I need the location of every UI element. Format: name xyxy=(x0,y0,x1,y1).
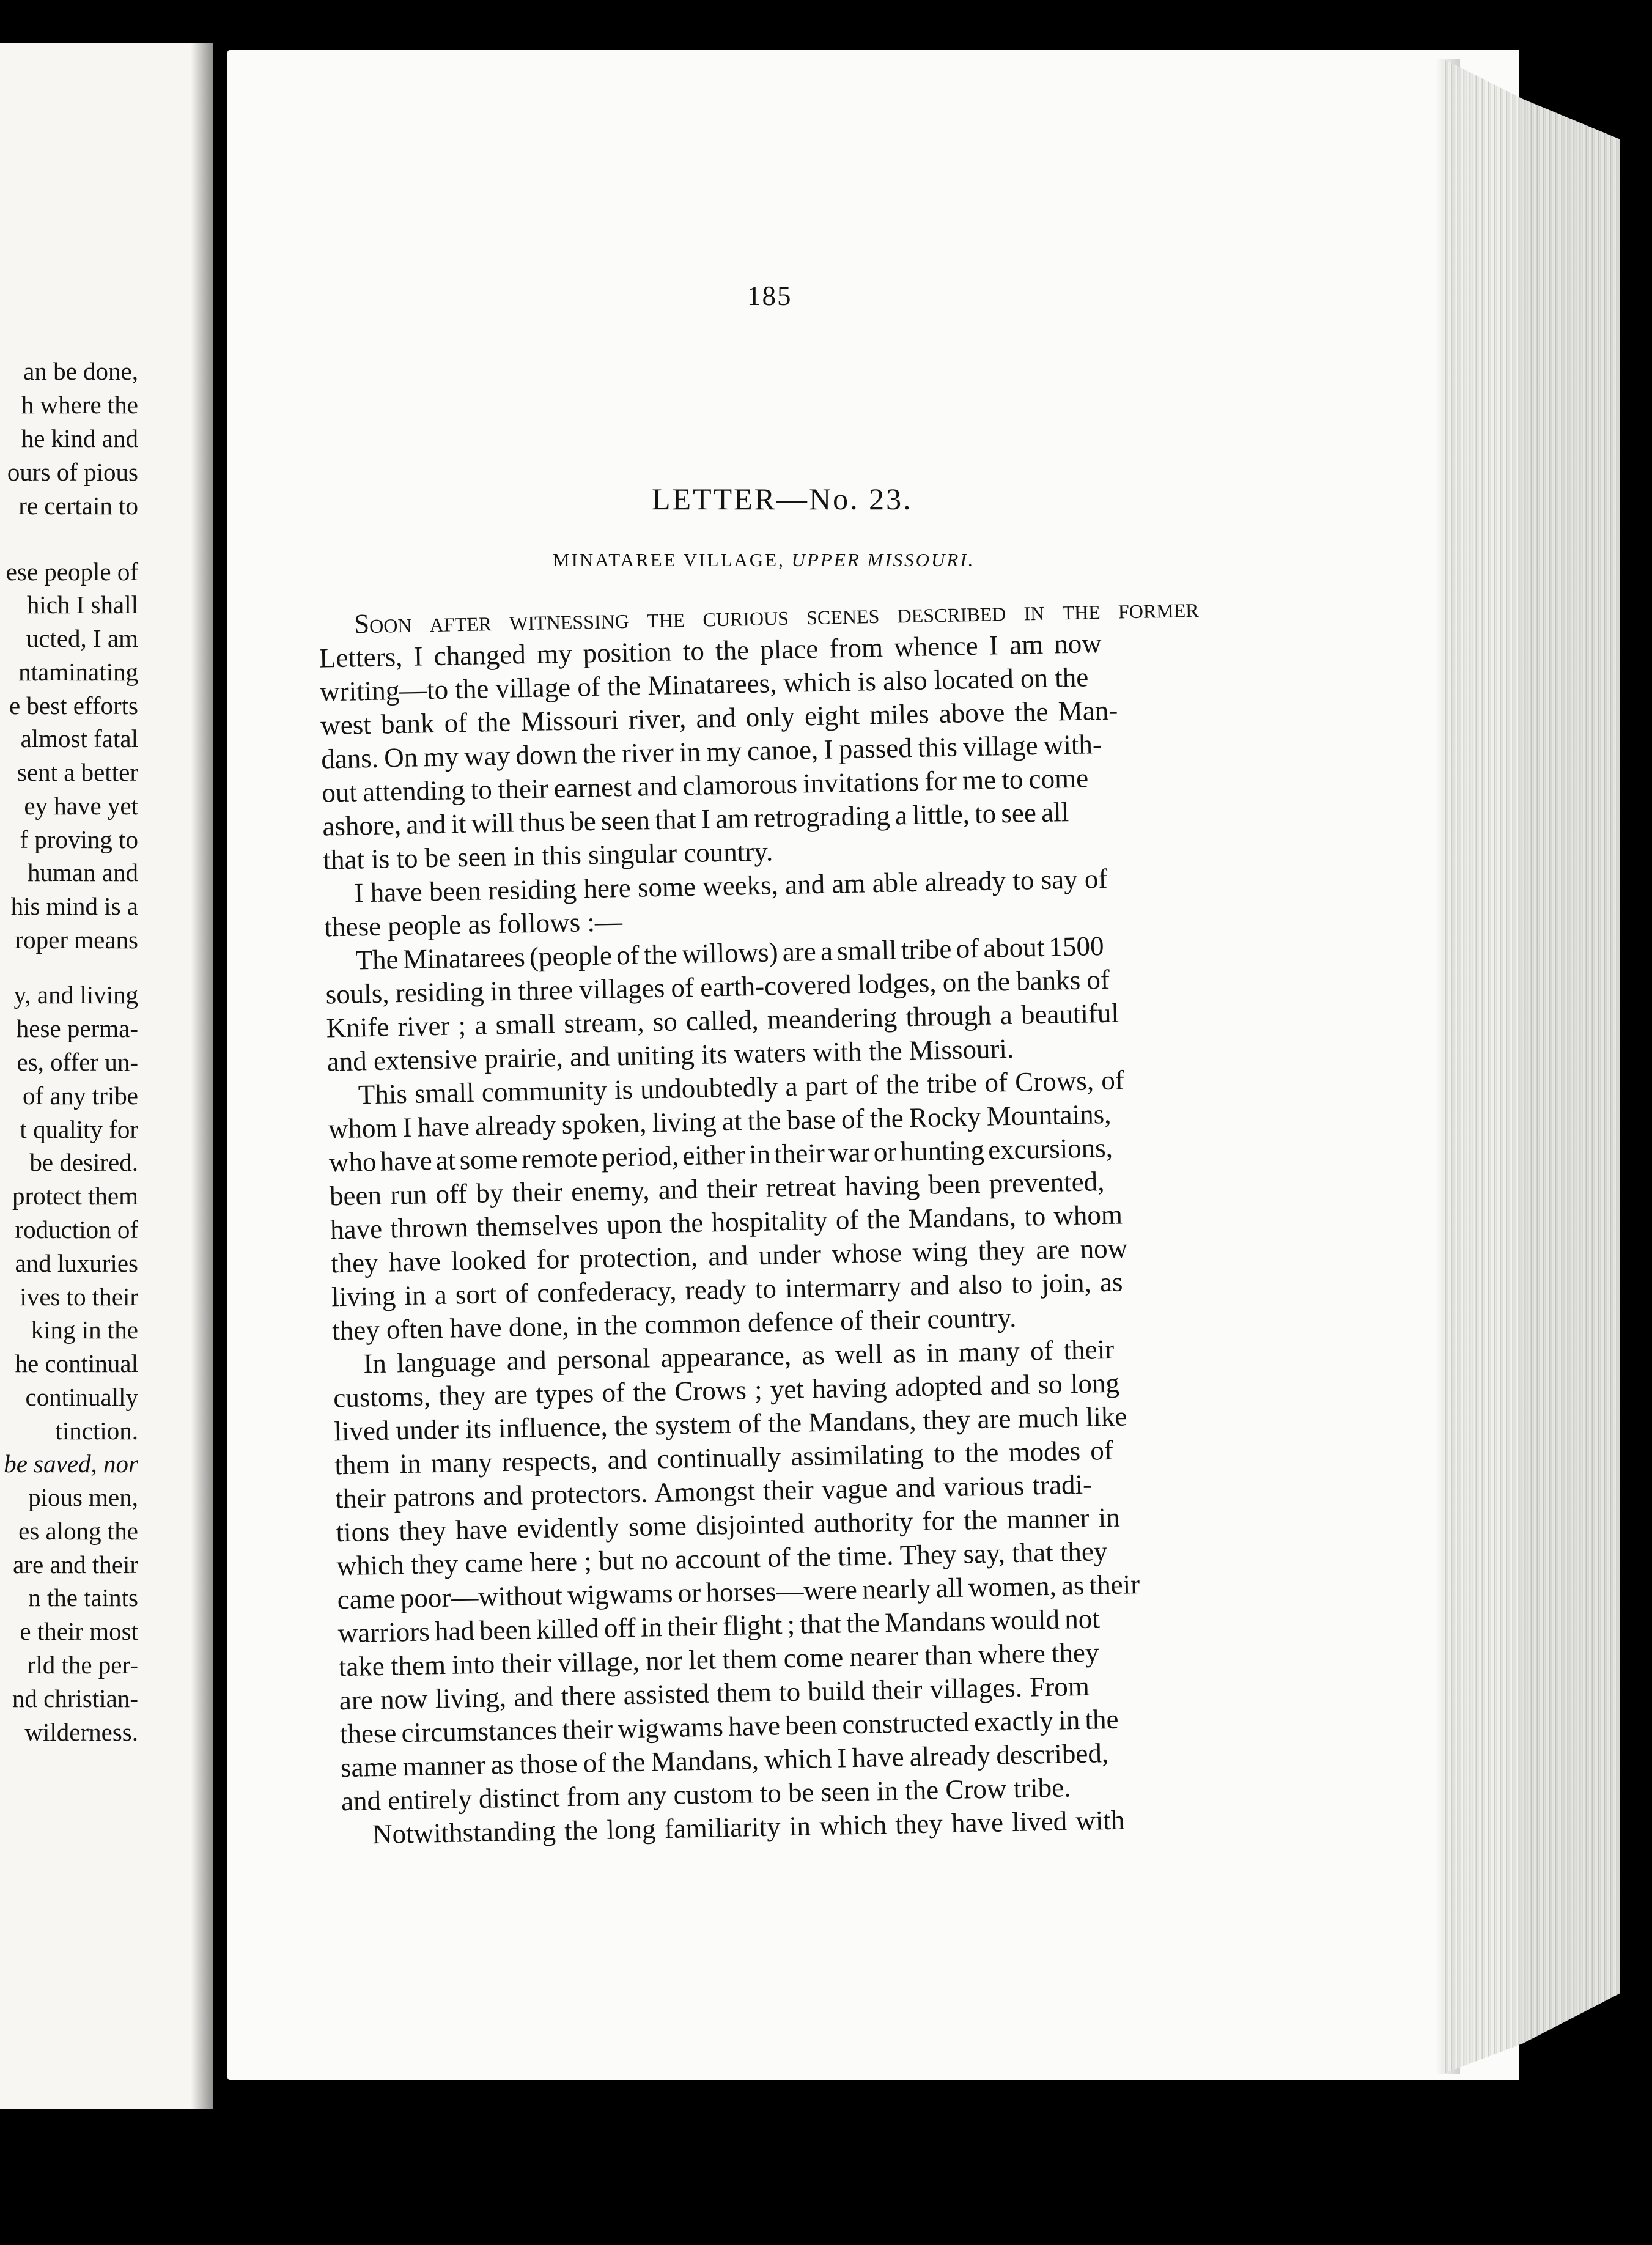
left-page-line: he continual xyxy=(15,1349,138,1377)
body-line: take them into their village, nor let them come nearer than where they xyxy=(338,1637,1099,1683)
body-line: souls, residing in three villages of earth-covered lodges, on the banks of xyxy=(325,964,1110,1010)
left-page-line: hese perma- xyxy=(16,1014,138,1042)
body-line: Knife river ; a small stream, so called, meandering through a beautiful xyxy=(326,997,1119,1044)
body-line: west bank of the Missouri river, and only eight miles above the Man- xyxy=(320,695,1118,741)
body-line: lived under its influence, the system of the Mandans, they are much like xyxy=(333,1401,1127,1447)
left-page-line: wilderness. xyxy=(24,1718,138,1746)
left-page-line: king in the xyxy=(31,1316,138,1344)
left-page-line: ey have yet xyxy=(24,792,138,820)
left-page-line: continually xyxy=(25,1383,138,1411)
left-page-line: h where the xyxy=(21,391,138,419)
left-page-line: hich I shall xyxy=(26,591,138,619)
left-page-line: sent a better xyxy=(17,758,138,786)
body-line: and entirely distinct from any custom to be seen in the Crow tribe. xyxy=(341,1772,1071,1817)
left-page-line: ese people of xyxy=(6,558,138,586)
page-number: 185 xyxy=(747,281,792,311)
left-page-line: e their most xyxy=(20,1617,138,1645)
place-region: UPPER MISSOURI. xyxy=(791,549,975,570)
body-line: Notwithstanding the long familiarity in which they have lived with xyxy=(372,1804,1125,1850)
left-page-line: nd christian- xyxy=(12,1684,138,1712)
left-page-line: be saved, nor xyxy=(4,1450,138,1478)
left-page-line: ntaminating xyxy=(18,658,138,686)
body-line: their patrons and protectors. Amongst their vague and various tradi- xyxy=(335,1469,1093,1514)
place-name: MINATAREE VILLAGE, xyxy=(553,549,785,570)
left-page-line: he kind and xyxy=(21,424,138,452)
body-line: customs, they are types of the Crows ; yet having adopted and so long xyxy=(333,1367,1120,1414)
body-line: came poor—without wigwams or horses—were nearly all women, as their xyxy=(337,1569,1140,1615)
body-line: tions they have evidently some disjointed authority for the manner in xyxy=(336,1502,1121,1548)
left-page-line: rld the per- xyxy=(27,1651,138,1679)
body-line: In language and personal appearance, as well as in many of their xyxy=(363,1333,1115,1379)
left-page-line: be desired. xyxy=(29,1148,138,1176)
left-page-line: his mind is a xyxy=(10,892,138,920)
body-line: out attending to their earnest and clamorous invitations for me to come xyxy=(321,762,1089,808)
left-page-line: are and their xyxy=(13,1550,138,1579)
left-page-line: ucted, I am xyxy=(26,624,138,652)
body-line: ashore, and it will thus be seen that I am retrograding a little, to see all xyxy=(322,797,1069,842)
body-line: whom I have already spoken, living at the base of the Rocky Mountains, xyxy=(328,1098,1112,1145)
left-page-line: y, and living xyxy=(13,981,138,1009)
left-page-line: ives to their xyxy=(20,1283,138,1311)
left-page-line: of any tribe xyxy=(23,1082,138,1110)
left-page-line: n the taints xyxy=(28,1583,138,1612)
left-page-line: protect them xyxy=(12,1182,138,1210)
left-page-line: pious men, xyxy=(28,1483,138,1511)
body-line: warriors had been killed off in their flight ; that the Mandans would not xyxy=(337,1603,1101,1649)
body-line: The Minatarees (people of the willows) are a small tribe of about 1500 xyxy=(355,931,1104,976)
left-page-line: es along the xyxy=(18,1517,138,1545)
body-line: been run off by their enemy, and their retreat having been prevented, xyxy=(329,1166,1105,1212)
body-line: same manner as those of the Mandans, which I have already described, xyxy=(340,1738,1109,1783)
left-page-line: tinction. xyxy=(55,1417,138,1445)
left-page-line: roper means xyxy=(15,926,138,954)
left-page-line: f proving to xyxy=(20,825,138,853)
left-page-line: and luxuries xyxy=(15,1249,138,1277)
body-line: dans. On my way down the river in my canoe, I passed this village with- xyxy=(320,729,1102,775)
body-line: have thrown themselves upon the hospitality of the Mandans, to whom xyxy=(330,1199,1123,1245)
body-line: living in a sort of confederacy, ready to intermarry and also to join, as xyxy=(331,1266,1123,1313)
left-page-line: re certain to xyxy=(18,492,138,520)
body-line: This small community is undoubtedly a part of the tribe of Crows, of xyxy=(358,1064,1125,1110)
body-line: and extensive prairie, and uniting its waters with the Missouri. xyxy=(326,1033,1014,1077)
body-line: they often have done, in the common defence of their country. xyxy=(331,1302,1017,1346)
body-line: writing—to the village of the Minatarees, which is also located on the xyxy=(319,662,1089,707)
left-page-line: e best efforts xyxy=(9,691,138,720)
body-line: these circumstances their wigwams have been constructed exactly in the xyxy=(339,1703,1119,1750)
body-line: that is to be seen in this singular country. xyxy=(322,836,773,876)
left-page-line: an be done, xyxy=(23,357,138,385)
body-line: Soon after witnessing the curious scenes described in the former xyxy=(353,592,1199,640)
body-line: who have at some remote period, either in their war or hunting excursions, xyxy=(328,1132,1113,1178)
left-page-line: ours of pious xyxy=(7,458,138,486)
body-line: are now living, and there assisted them to build their villages. From xyxy=(339,1670,1090,1716)
left-page-line: es, offer un- xyxy=(17,1048,138,1076)
body-line: I have been residing here some weeks, and am able already to say of xyxy=(354,863,1108,909)
body-line: which they came here ; but no account of the time. They say, that they xyxy=(336,1536,1108,1582)
body-line: Letters, I changed my position to the place from whence I am now xyxy=(319,628,1102,674)
left-page-line: t quality for xyxy=(20,1115,138,1143)
left-page-line: human and xyxy=(27,858,138,887)
left-page-line: almost fatal xyxy=(20,724,138,753)
letter-heading: LETTER—No. 23. xyxy=(652,482,913,516)
left-page-line: roduction of xyxy=(15,1215,138,1244)
body-line: them in many respects, and continually assimilating to the modes of xyxy=(334,1434,1114,1481)
body-line: they have looked for protection, and under whose wing they are now xyxy=(330,1233,1128,1279)
body-line: these people as follows :— xyxy=(324,906,623,943)
